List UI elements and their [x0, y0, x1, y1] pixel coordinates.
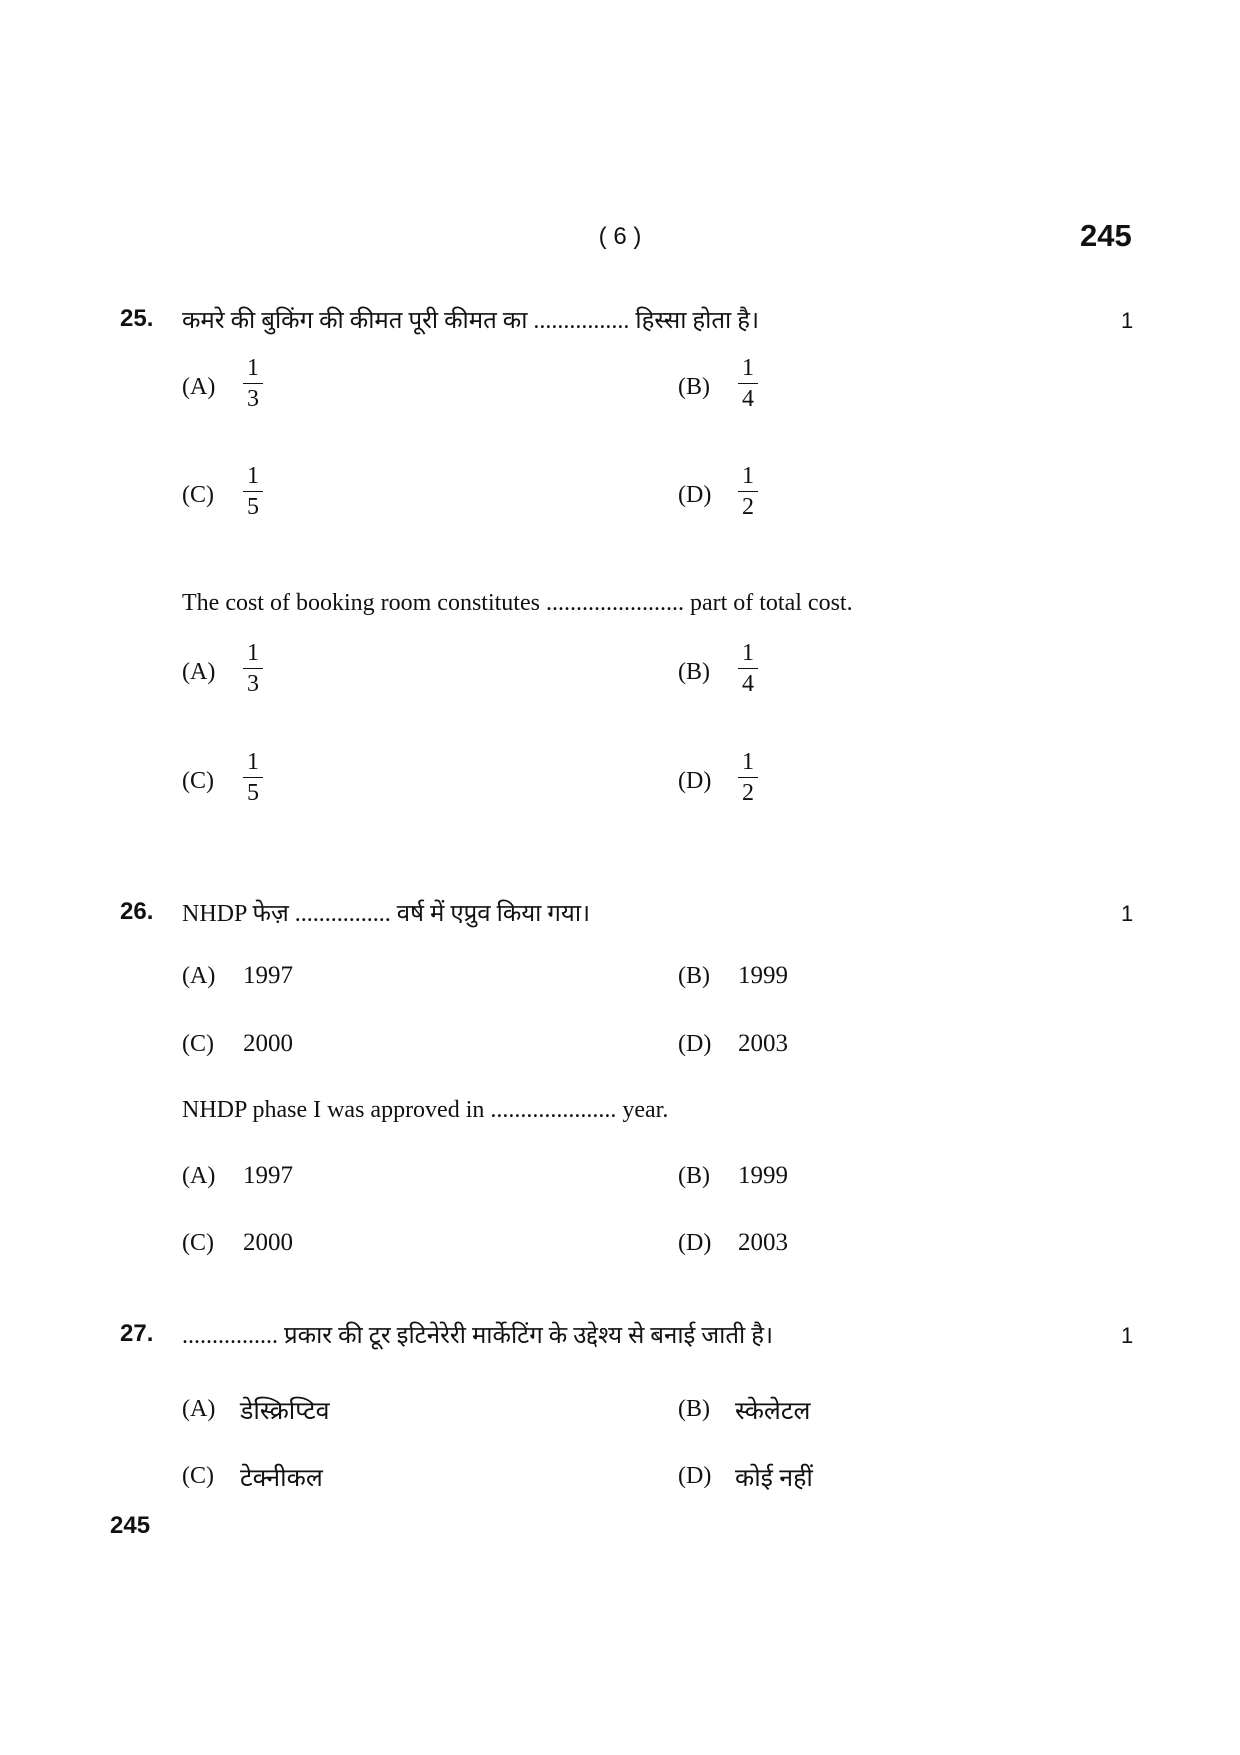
- fraction-bar: [738, 668, 758, 669]
- option-label: (C): [182, 1031, 214, 1057]
- option-value: स्केलेटल: [735, 1398, 811, 1425]
- page-number: ( 6 ): [598, 223, 642, 250]
- fraction-denominator: 4: [742, 386, 754, 412]
- option-fraction: [243, 355, 263, 412]
- fraction-denominator: 2: [742, 494, 754, 520]
- option-value: 1999: [738, 1162, 788, 1189]
- option-value: कोई नहीं: [735, 1465, 813, 1492]
- fraction-numerator: 1: [247, 463, 259, 489]
- option-label: (B): [678, 1396, 710, 1422]
- paper-code-header: 245: [1080, 218, 1132, 253]
- option-fraction: [738, 463, 758, 520]
- fraction-numerator: 1: [742, 355, 754, 381]
- fraction-denominator: 3: [247, 671, 259, 697]
- option-value: 2003: [738, 1030, 788, 1057]
- option-label: (D): [678, 1463, 712, 1489]
- fraction-numerator: 1: [742, 640, 754, 666]
- option-value: डेस्क्रिप्टिव: [240, 1398, 330, 1425]
- fraction-bar: [243, 668, 263, 669]
- question-marks: 1: [1121, 1323, 1134, 1348]
- option-fraction: [738, 640, 758, 697]
- question-text-hindi: NHDP फेज़ ................ वर्ष में एप्रुव किया गया।: [182, 901, 591, 927]
- question-text-hindi: ................ प्रकार की टूर इटिनेरेरी मार्केटिंग के उद्देश्य से बनाई जाती है।: [182, 1323, 774, 1349]
- question-text-english: The cost of booking room constitutes ....................... part of total cost.: [182, 590, 853, 616]
- option-label: (D): [678, 768, 712, 794]
- question-marks: 1: [1121, 308, 1134, 333]
- option-label: (D): [678, 482, 712, 508]
- option-label: (B): [678, 963, 710, 989]
- question-number: 25.: [120, 305, 154, 332]
- fraction-denominator: 2: [742, 780, 754, 806]
- option-label: (C): [182, 1230, 214, 1256]
- option-label: (C): [182, 1463, 214, 1489]
- fraction-numerator: 1: [742, 463, 754, 489]
- fraction-numerator: 1: [247, 640, 259, 666]
- option-value: 1999: [738, 962, 788, 989]
- option-label: (B): [678, 1163, 710, 1189]
- question-text-hindi: कमरे की बुकिंग की कीमत पूरी कीमत का ................ हिस्सा होता है।: [182, 308, 760, 334]
- fraction-numerator: 1: [742, 749, 754, 775]
- fraction-denominator: 4: [742, 671, 754, 697]
- option-fraction: [738, 749, 758, 806]
- fraction-bar: [738, 491, 758, 492]
- fraction-numerator: 1: [247, 749, 259, 775]
- question-number: 26.: [120, 898, 154, 925]
- option-fraction: [243, 640, 263, 697]
- option-label: (A): [182, 1163, 216, 1189]
- question-number: 27.: [120, 1320, 154, 1347]
- option-fraction: [243, 749, 263, 806]
- option-label: (B): [678, 374, 710, 400]
- option-value: 2000: [243, 1229, 293, 1256]
- option-label: (A): [182, 963, 216, 989]
- fraction-bar: [243, 383, 263, 384]
- option-label: (A): [182, 1396, 216, 1422]
- option-label: (A): [182, 374, 216, 400]
- option-label: (D): [678, 1230, 712, 1256]
- option-value: टेक्नीकल: [240, 1465, 323, 1492]
- question-text-english: NHDP phase I was approved in ..................... year.: [182, 1097, 669, 1123]
- question-marks: 1: [1121, 901, 1134, 926]
- paper-code-footer: 245: [110, 1512, 151, 1539]
- fraction-bar: [243, 777, 263, 778]
- fraction-bar: [738, 777, 758, 778]
- option-label: (A): [182, 659, 216, 685]
- option-value: 1997: [243, 962, 293, 989]
- option-label: (C): [182, 768, 214, 794]
- fraction-numerator: 1: [247, 355, 259, 381]
- option-label: (D): [678, 1031, 712, 1057]
- option-value: 2000: [243, 1030, 293, 1057]
- option-value: 2003: [738, 1229, 788, 1256]
- fraction-bar: [243, 491, 263, 492]
- option-value: 1997: [243, 1162, 293, 1189]
- option-fraction: [243, 463, 263, 520]
- fraction-denominator: 3: [247, 386, 259, 412]
- option-fraction: [738, 355, 758, 412]
- option-label: (B): [678, 659, 710, 685]
- fraction-bar: [738, 383, 758, 384]
- fraction-denominator: 5: [247, 780, 259, 806]
- option-label: (C): [182, 482, 214, 508]
- fraction-denominator: 5: [247, 494, 259, 520]
